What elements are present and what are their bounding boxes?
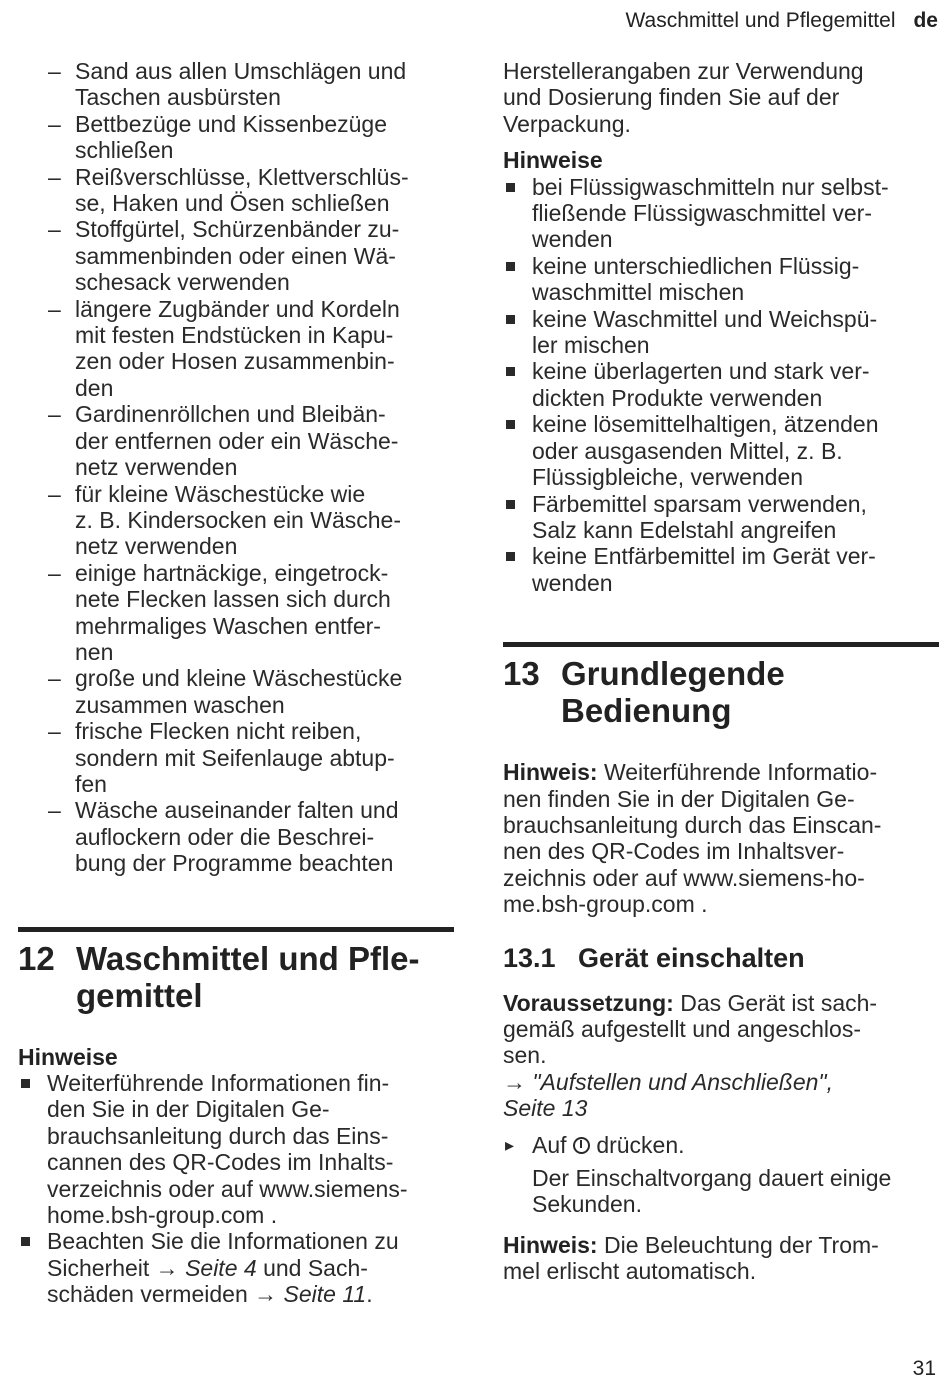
precondition-line [503, 990, 939, 1016]
list-item-line: – längere Zugbänder und Kordeln [75, 295, 400, 322]
result-line: Sekunden. [532, 1191, 642, 1218]
note-line: brauchsanleitung durch das Einscan- [503, 811, 882, 838]
chapter-12-notes [18, 1070, 454, 1308]
chapter-title [561, 655, 785, 729]
list-item-line: netz verwenden [75, 454, 238, 481]
note-line: Beachten Sie die Informationen zu [47, 1228, 399, 1255]
list-item-line: keine lösemittelhaltigen, ätzenden [532, 411, 879, 438]
list-item [18, 1228, 454, 1307]
note-text: schäden vermeiden [47, 1281, 248, 1308]
note-line [47, 1255, 454, 1281]
list-item [18, 481, 454, 560]
result-line: Der Einschaltvorgang dauert einige [532, 1165, 892, 1191]
list-item-line: waschmittel mischen [532, 279, 745, 306]
list-item-line: ler mischen [532, 332, 650, 359]
note-line: nen finden Sie in der Digitalen Ge- [503, 785, 855, 812]
chapter-13-note [503, 759, 939, 917]
note-line: nen des QR-Codes im Inhaltsver- [503, 838, 845, 865]
note-line [503, 759, 939, 785]
action-text: drücken. [596, 1131, 685, 1158]
list-item [18, 401, 454, 480]
arrow-icon: → [503, 1068, 526, 1095]
notes-label: Hinweise [503, 147, 603, 174]
arrow-icon: → [254, 1281, 278, 1308]
note-text: Die Beleuchtung der Trom- [603, 1231, 879, 1258]
precondition-line: sen. [503, 1042, 547, 1069]
note-text: Weiterführende Informatio- [603, 759, 878, 786]
chapter-title [76, 940, 419, 1014]
chapter-12-rule [18, 927, 454, 932]
list-item-line: schesack verwenden [75, 269, 290, 296]
precondition-paragraph [503, 990, 939, 1122]
note-line: home.bsh-group.com . [47, 1202, 278, 1229]
list-item-line: keine unterschiedlichen Flüssig- [532, 252, 860, 279]
action-text: Auf [532, 1131, 567, 1158]
list-item-line: zusammen waschen [75, 691, 285, 718]
list-item-line: – Wäsche auseinander falten und [75, 797, 399, 824]
list-item-line: auflockern oder die Beschrei- [75, 823, 375, 850]
note-line: mel erlischt automatisch. [503, 1258, 757, 1285]
list-item [18, 1070, 454, 1228]
chapter-title-line: Grundlegende [561, 655, 785, 693]
list-item-line: – einige hartnäckige, eingetrock- [75, 559, 389, 586]
chapter-title-line: gemittel [76, 976, 203, 1014]
left-column [18, 58, 454, 1308]
section-title: Gerät einschalten [578, 942, 805, 973]
list-item-line: bung der Programme beachten [75, 850, 394, 877]
list-item-line: der entfernen oder ein Wäsche- [75, 427, 399, 454]
list-item-line: mehrmaliges Waschen entfer- [75, 612, 381, 639]
page-reference-link[interactable]: Seite 4 [185, 1254, 257, 1281]
list-item [18, 560, 454, 666]
section-13-1-heading [503, 942, 939, 974]
list-item [503, 306, 939, 359]
note-line [47, 1281, 454, 1307]
note-text: . [366, 1281, 373, 1308]
action-result [503, 1165, 939, 1218]
list-item-line: keine Entfärbemittel im Gerät ver- [532, 543, 876, 570]
list-item-line: Salz kann Edelstahl angreifen [532, 516, 837, 543]
list-item [18, 164, 454, 217]
list-item-line: sondern mit Seifenlauge abtup- [75, 744, 395, 771]
list-item-line: keine Waschmittel und Weichspü- [532, 305, 878, 332]
note-line: verzeichnis oder auf www.siemens- [47, 1175, 408, 1202]
intro-line: und Dosierung finden Sie auf der [503, 84, 840, 111]
care-tips-list [18, 58, 454, 877]
list-item-line: se, Haken und Ösen schließen [75, 190, 390, 217]
right-column [503, 58, 939, 1285]
list-item-line: fen [75, 770, 107, 797]
page-number: 31 [912, 1356, 936, 1380]
arrow-icon: → [155, 1254, 179, 1281]
list-item-line: – große und kleine Wäschestücke [75, 665, 403, 692]
chapter-number: 13 [503, 655, 540, 693]
list-item-line: bei Flüssigwaschmitteln nur selbst- [532, 173, 889, 200]
note-line: cannen des QR-Codes im Inhalts- [47, 1149, 394, 1176]
list-item-line: – für kleine Wäschestücke wie [75, 480, 366, 507]
list-item [18, 111, 454, 164]
section-13-1-note [503, 1232, 939, 1285]
reference-text: "Aufstellen und Anschließen", [532, 1068, 833, 1095]
list-item [18, 665, 454, 718]
section-number: 13.1 [503, 942, 556, 973]
list-item-line: oder ausgasenden Mittel, z. B. [532, 437, 843, 464]
list-item-line: wenden [532, 569, 613, 596]
list-item [503, 543, 939, 596]
intro-paragraph [503, 58, 939, 137]
list-item [503, 411, 939, 490]
list-item-line: – Reißverschlüsse, Klettverschlüs- [75, 163, 409, 190]
list-item-line: z. B. Kindersocken ein Wäsche- [75, 506, 401, 533]
precondition-text: Das Gerät ist sach- [680, 989, 878, 1016]
precondition-line: gemäß aufgestellt und angeschlos- [503, 1015, 861, 1042]
list-item-line: dickten Produkte verwenden [532, 384, 823, 411]
chapter-12-heading [18, 940, 454, 1014]
page-reference-link[interactable]: Seite 11 [283, 1281, 367, 1308]
header-section-title: Waschmittel und Pflegemittel [625, 9, 896, 32]
list-item-line: wenden [532, 226, 613, 253]
note-line: Weiterführende Informationen fin- [47, 1070, 390, 1096]
list-item [503, 253, 939, 306]
list-item-line: – Stoffgürtel, Schürzenbänder zu- [75, 216, 400, 243]
list-item-line: netz verwenden [75, 533, 238, 560]
list-item-line: nen [75, 638, 114, 665]
note-label: Hinweis: [503, 759, 598, 786]
list-item-line: schließen [75, 137, 174, 164]
cross-reference-link[interactable] [503, 1069, 939, 1095]
chapter-13-rule [503, 642, 939, 647]
note-text: Sicherheit [47, 1254, 150, 1281]
action-step [503, 1132, 939, 1158]
header-language: de [913, 9, 938, 32]
precondition-label: Voraussetzung: [503, 989, 674, 1016]
note-line [503, 1232, 939, 1258]
detergent-notes-list [503, 174, 939, 597]
list-item-line: mit festen Endstücken in Kapu- [75, 322, 394, 349]
notes-label: Hinweise [18, 1043, 118, 1070]
intro-line: Herstellerangaben zur Verwendung [503, 58, 864, 84]
list-item [503, 174, 939, 253]
list-item-line: sammenbinden oder einen Wä- [75, 242, 396, 269]
cross-reference-page[interactable]: Seite 13 [503, 1095, 588, 1122]
list-item-line: – Sand aus allen Umschlägen und [75, 58, 407, 84]
list-item-line: – frische Flecken nicht reiben, [75, 718, 362, 745]
chapter-title-line: Bedienung [561, 692, 732, 730]
note-line: zeichnis oder auf www.siemens-ho- [503, 864, 865, 891]
list-item-line: keine überlagerten und stark ver- [532, 358, 870, 385]
note-line: brauchsanleitung durch das Eins- [47, 1122, 389, 1149]
note-label: Hinweis: [503, 1231, 598, 1258]
list-item-line: – Gardinenröllchen und Bleibän- [75, 401, 386, 428]
list-item-line: nete Flecken lassen sich durch [75, 586, 391, 613]
list-item [503, 358, 939, 411]
list-item [503, 491, 939, 544]
note-text: und Sach- [263, 1254, 368, 1281]
list-item-line: Färbemittel sparsam verwenden, [532, 490, 867, 517]
list-item [18, 718, 454, 797]
list-item-line: Flüssigbleiche, verwenden [532, 464, 804, 491]
running-header [625, 8, 938, 34]
list-item-line: den [75, 374, 114, 401]
note-line: me.bsh-group.com . [503, 891, 708, 918]
chapter-number: 12 [18, 939, 55, 977]
power-icon [573, 1137, 590, 1154]
list-item [18, 296, 454, 402]
list-item-line: Taschen ausbürsten [75, 84, 281, 111]
note-line: den Sie in der Digitalen Ge- [47, 1096, 330, 1123]
list-item-line: zen oder Hosen zusammenbin- [75, 348, 395, 375]
list-item-line: fließende Flüssigwaschmittel ver- [532, 200, 873, 227]
chapter-13-heading [503, 655, 939, 729]
list-item [18, 58, 454, 111]
chapter-title-line: Waschmittel und Pfle- [76, 939, 420, 977]
list-item [18, 797, 454, 876]
list-item-line: – Bettbezüge und Kissenbezüge [75, 110, 388, 137]
list-item [18, 216, 454, 295]
intro-line: Verpackung. [503, 110, 631, 137]
